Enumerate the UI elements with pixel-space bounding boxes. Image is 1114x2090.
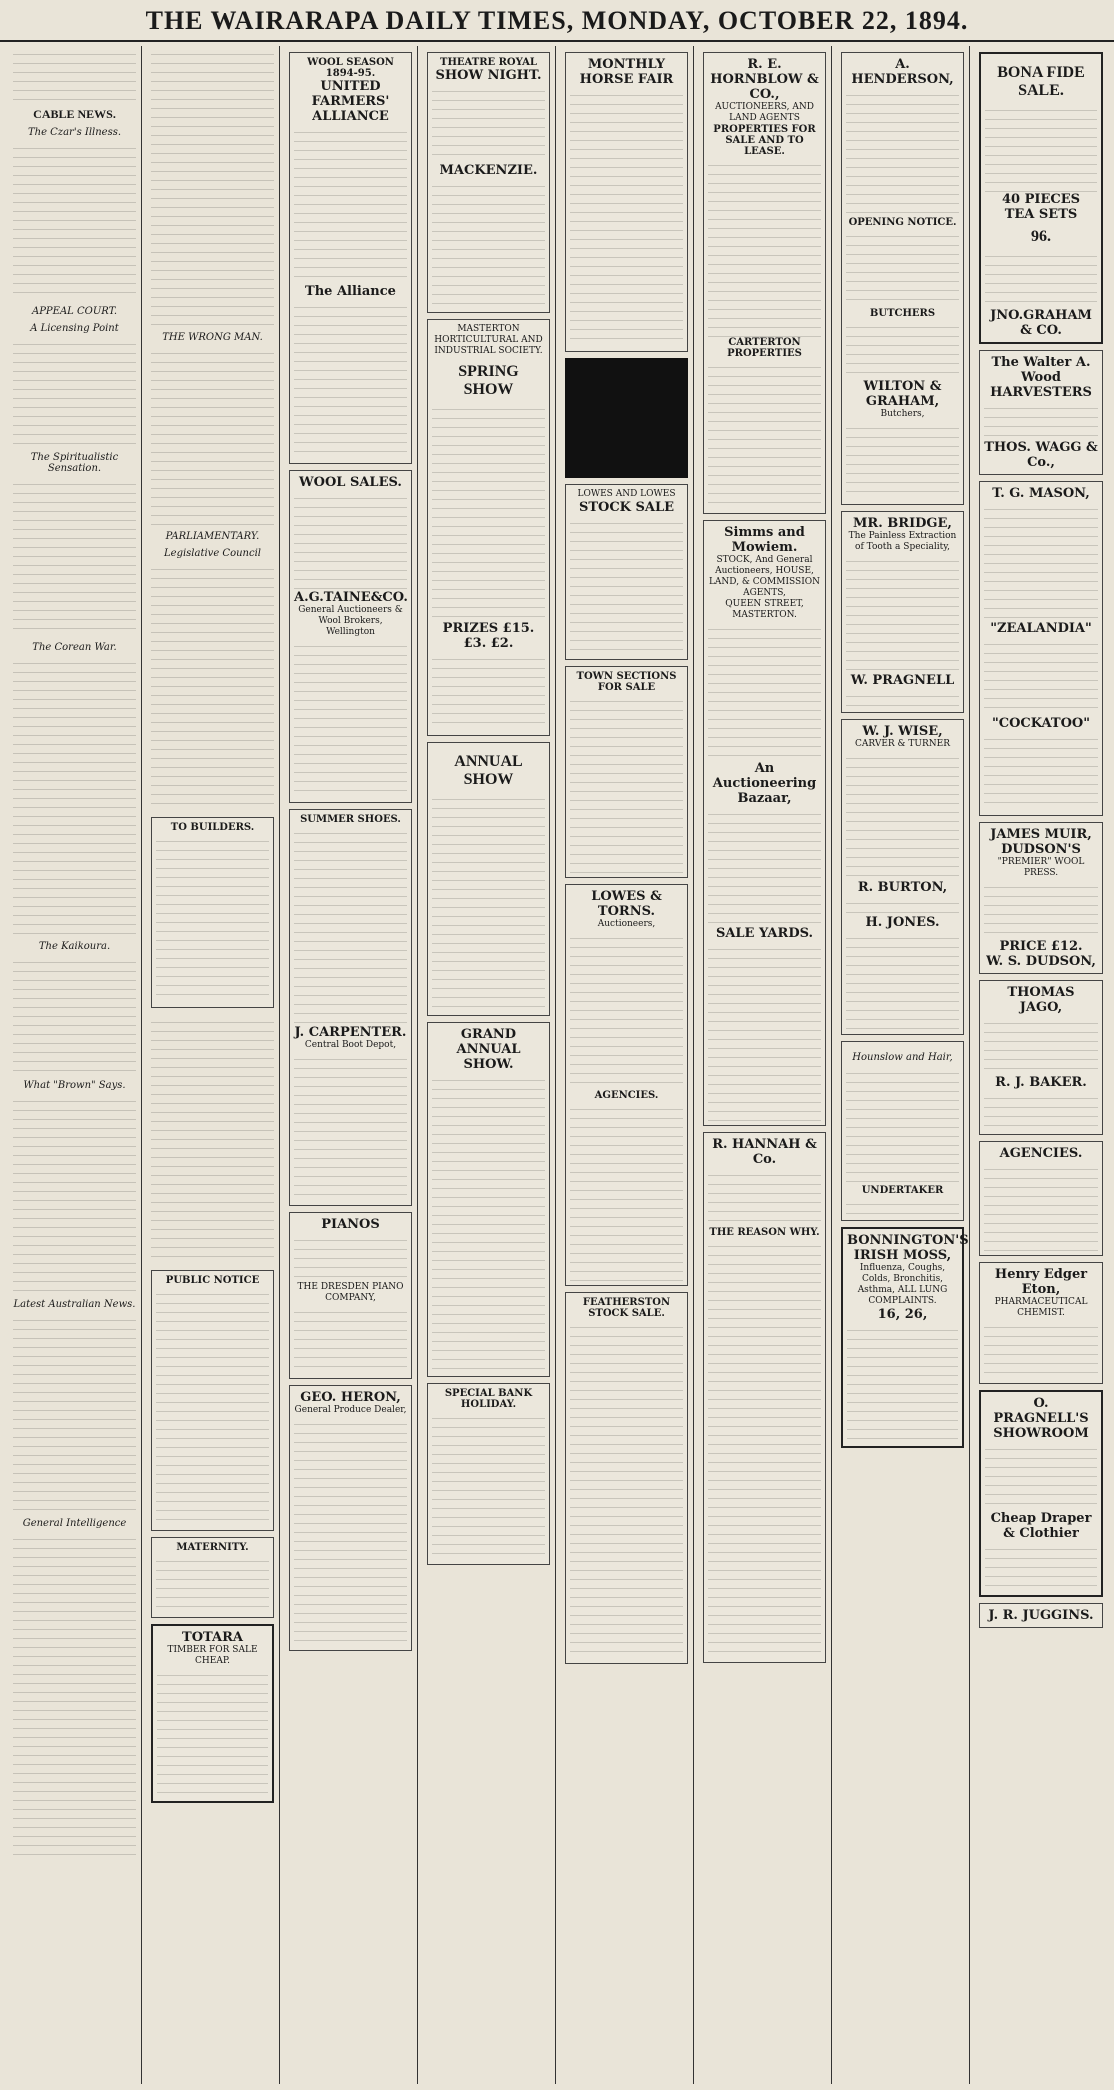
ad-subtitle: The Painless Extraction of Tooth a Speciality, [848, 531, 957, 552]
ad-public-notice [151, 1270, 274, 1531]
ad-text [984, 501, 1098, 621]
ad-title: SPRING SHOW [458, 363, 519, 398]
ad-title: SALE YARDS. [715, 926, 814, 941]
ad-subtitle: "PREMIER" WOOL PRESS. [997, 857, 1085, 878]
section-wrong-man: THE WRONG MAN. [162, 332, 263, 343]
ad-subtitle: THE DRESDEN PIANO COMPANY, [297, 1282, 404, 1303]
ad-text [846, 87, 959, 217]
ad-title: An Auctioneering Bazaar, [712, 761, 817, 806]
text-block [13, 954, 136, 1074]
ad-title: The Alliance [305, 284, 396, 299]
ad-title: SHOW NIGHT. [435, 68, 542, 83]
text-block [13, 655, 136, 935]
ad-text [708, 1238, 821, 1658]
ad-to-builders [151, 817, 274, 1008]
ad-title: MACKENZIE. [439, 163, 538, 178]
ad-title: SUMMER SHOES. [300, 814, 401, 825]
masthead-title: THE WAIRARAPA DAILY TIMES, MONDAY, OCTOBER 22, 1894. [145, 6, 969, 35]
ad-text [846, 688, 959, 708]
ad-hornblow [703, 52, 826, 514]
ad-text [294, 124, 407, 284]
ad-james-muir [979, 822, 1103, 974]
ad-text [708, 806, 821, 926]
ad-text [156, 833, 269, 1003]
ad-text [294, 1416, 407, 1646]
ad-maternity [151, 1537, 274, 1618]
ad-text [294, 825, 407, 1025]
ad-title: IRISH MOSS, [853, 1248, 952, 1263]
ad-title: H. JONES. [865, 915, 940, 930]
ad-text [432, 178, 545, 308]
ad-text [846, 930, 959, 1030]
ad-text [294, 490, 407, 590]
ad-text [846, 228, 959, 308]
ad-title: W. J. WISE, [862, 724, 943, 739]
ad-text [984, 1090, 1098, 1130]
ad-title: W. PRAGNELL [850, 673, 955, 688]
column-8 [974, 46, 1108, 2084]
ad-special-bank-holiday [427, 1383, 550, 1565]
ad-o-pragnell [979, 1390, 1103, 1597]
ad-title: TOTARA [182, 1630, 243, 1645]
text-block [13, 1531, 136, 1861]
ad-text [985, 248, 1097, 308]
ad-title: STOCK SALE [578, 500, 675, 515]
ad-title: TOWN SECTIONS FOR SALE [576, 671, 677, 693]
ad-subtitle: CARVER & TURNER [854, 739, 950, 749]
ad-text [984, 731, 1098, 811]
text-block [151, 561, 274, 811]
ad-title: UNDERTAKER [861, 1185, 944, 1196]
ad-walter-wood [979, 350, 1103, 475]
ad-text [846, 750, 959, 880]
ad-title: R. J. BAKER. [995, 1075, 1087, 1090]
ad-text [156, 1553, 269, 1613]
ad-text [432, 1410, 545, 1560]
ad-title: R. E. HORNBLOW & CO., [710, 57, 819, 102]
ad-title: J. R. JUGGINS. [988, 1608, 1094, 1623]
ad-bona-fide [979, 52, 1103, 344]
ad-undertaker [841, 1041, 964, 1221]
ad-a-henderson [841, 52, 964, 505]
ad-text [432, 401, 545, 621]
ad-title: PROPERTIES FOR SALE AND TO LEASE. [713, 124, 816, 157]
ad-title: GRAND ANNUAL SHOW. [456, 1027, 521, 1072]
ad-subtitle: PHARMACEUTICAL CHEMIST. [994, 1297, 1088, 1318]
ad-summer-shoes [289, 809, 412, 1206]
ad-title: WOOL SEASON 1894-95. [307, 57, 394, 79]
ad-text [846, 1065, 959, 1185]
ad-wool-sales [289, 470, 412, 803]
ad-title: BONNINGTON'S [847, 1233, 969, 1248]
ad-text [708, 941, 821, 1121]
ad-title: J. CARPENTER. [294, 1025, 407, 1040]
ad-text [432, 791, 545, 1011]
ad-title: Henry Edger Eton, [994, 1267, 1088, 1297]
ad-title: T. G. MASON, [992, 486, 1090, 501]
ad-title: A. HENDERSON, [851, 57, 954, 87]
section-what-brown-says: What "Brown" Says. [23, 1080, 126, 1091]
ad-title: MONTHLY HORSE FAIR [579, 57, 674, 87]
ad-price: PRICE £12. [999, 939, 1083, 954]
ad-grand-annual-show [427, 1022, 550, 1377]
ad-text [847, 1322, 958, 1442]
section-parliamentary: PARLIAMENTARY. [165, 531, 260, 542]
text-block [151, 1014, 274, 1264]
ad-subtitle: MASTERTON HORTICULTURAL AND INDUSTRIAL SOCIETY. [434, 324, 543, 356]
ad-title: THEATRE ROYAL [440, 57, 537, 68]
ad-title: BUTCHERS [869, 308, 936, 319]
ad-wj-wise [841, 719, 964, 1035]
ad-title: THE REASON WHY. [709, 1227, 820, 1238]
ad-text [846, 895, 959, 915]
ad-title: R. HANNAH & Co. [712, 1137, 817, 1167]
ad-text [984, 400, 1098, 440]
ad-title: 40 PIECES TEA SETS [1001, 192, 1081, 222]
ad-text [984, 1161, 1098, 1251]
column-1 [8, 46, 142, 2084]
section-appeal-court: APPEAL COURT. [31, 306, 118, 317]
section-licensing-point: A Licensing Point [30, 323, 119, 334]
ad-subtitle: TIMBER FOR SALE CHEAP. [167, 1645, 258, 1666]
ad-subtitle: Auctioneers, [597, 919, 656, 929]
ad-title: MR. BRIDGE, [853, 516, 952, 531]
text-block [13, 1312, 136, 1512]
ad-r-hannah [703, 1132, 826, 1663]
column-2 [146, 46, 280, 2084]
ad-theatre [427, 52, 550, 313]
ad-title: "ZEALANDIA" [990, 621, 1092, 636]
ad-text [984, 879, 1098, 939]
masthead [0, 0, 1114, 42]
ad-title: SPECIAL BANK HOLIDAY. [444, 1388, 533, 1410]
ad-text [984, 636, 1098, 716]
section-latest-australian: Latest Australian News. [13, 1299, 136, 1310]
section-czar-illness: The Czar's Illness. [27, 127, 122, 138]
ad-title: R. BURTON, [857, 880, 948, 895]
ad-title: JNO.GRAHAM & CO. [990, 308, 1092, 338]
ad-title: DUDSON'S [1001, 842, 1081, 857]
ad-text [294, 299, 407, 459]
ad-text [708, 157, 821, 337]
ad-text [294, 638, 407, 798]
section-legislative-council: Legislative Council [164, 548, 261, 559]
ad-text [570, 930, 683, 1090]
ad-thomas-jago [979, 980, 1103, 1135]
ad-title: W. S. DUDSON, [986, 954, 1096, 969]
ad-text [570, 515, 683, 655]
section-general-intelligence: General Intelligence [22, 1518, 127, 1529]
ad-subtitle: AUCTIONEERS, AND LAND AGENTS [715, 102, 814, 123]
ad-title: GEO. HERON, [300, 1390, 401, 1405]
ad-text [294, 1232, 407, 1282]
ad-title: SHOWROOM [993, 1426, 1089, 1441]
ad-geo-heron [289, 1385, 412, 1651]
column-3 [284, 46, 418, 2084]
ad-text [156, 1286, 269, 1526]
column-7 [836, 46, 970, 2084]
ad-title: ANNUAL SHOW [454, 753, 523, 788]
ad-subtitle: LOWES AND LOWES [577, 489, 676, 499]
ad-title: BONA FIDE SALE. [997, 64, 1085, 99]
ad-subtitle: STOCK, And General Auctioneers, HOUSE, LAND, & COMMISSION AGENTS, [708, 555, 821, 598]
ad-title: THOS. WAGG & Co., [984, 440, 1098, 470]
ad-title: WOOL SALES. [299, 475, 402, 490]
ad-title: MATERNITY. [176, 1542, 249, 1553]
ad-title: PRIZES £15. £3. £2. [442, 621, 535, 651]
ad-title: Cheap Draper & Clothier [990, 1511, 1092, 1541]
text-block [13, 476, 136, 636]
ad-title: Hounslow and Hair, [852, 1052, 953, 1063]
ad-price: 16, 26, [877, 1307, 928, 1322]
ad-irish-moss [841, 1227, 969, 1448]
ad-title: PIANOS [321, 1217, 380, 1232]
ad-subtitle: Central Boot Depot, [304, 1040, 397, 1050]
ad-image-block [565, 358, 688, 478]
ad-text [570, 693, 683, 873]
text-block [13, 1093, 136, 1293]
ad-text [432, 83, 545, 163]
ad-text [570, 1101, 683, 1281]
ad-title: O. PRAGNELL'S [993, 1396, 1089, 1426]
ad-title: A.G.TAINE&CO. [294, 590, 408, 605]
columns [8, 46, 1108, 2084]
section-cable-news: CABLE NEWS. [33, 107, 116, 121]
ad-text [570, 87, 683, 347]
ad-horse-fair [565, 52, 688, 352]
ad-text [432, 651, 545, 731]
ad-title: UNITED FARMERS' ALLIANCE [311, 79, 390, 124]
column-5 [560, 46, 694, 2084]
ad-title: The Walter A. Wood HARVESTERS [990, 355, 1092, 400]
ad-title: CARTERTON PROPERTIES [727, 337, 802, 359]
ad-title: Simms and Mowiem. [724, 525, 805, 555]
ad-text [985, 1441, 1097, 1511]
ad-wool-season [289, 52, 412, 464]
ad-text [984, 1319, 1098, 1379]
section-corean-war: The Corean War. [32, 642, 117, 653]
ad-text [984, 1015, 1098, 1075]
text-block [13, 140, 136, 300]
text-block [151, 46, 274, 326]
ad-text [846, 420, 959, 500]
ad-text [846, 1196, 959, 1216]
ad-annual-show [427, 742, 550, 1016]
ad-text [432, 1072, 545, 1372]
ad-spring-show [427, 319, 550, 736]
ad-text [708, 1167, 821, 1227]
ad-subtitle: General Auctioneers & Wool Brokers, Wellington [298, 605, 403, 637]
ad-subtitle: Influenza, Coughs, Colds, Bronchitis, Asthma, ALL LUNG COMPLAINTS. [857, 1263, 948, 1306]
ad-text [294, 1304, 407, 1374]
ad-simms-mowiem [703, 520, 826, 1126]
ad-subtitle: General Produce Dealer, [294, 1405, 407, 1415]
ad-title: FEATHERSTON STOCK SALE. [582, 1297, 671, 1319]
ad-town-sections [565, 666, 688, 878]
ad-tg-mason [979, 481, 1103, 816]
ad-text [157, 1667, 268, 1797]
section-spiritualistic: The Spiritualistic Sensation. [30, 452, 119, 474]
ad-text [708, 359, 821, 509]
ad-title: JAMES MUIR, [990, 827, 1092, 842]
column-6 [698, 46, 832, 2084]
ad-text [846, 319, 959, 379]
ad-pianos [289, 1212, 412, 1379]
ad-agencies [979, 1141, 1103, 1256]
text-block [13, 336, 136, 446]
text-block [151, 345, 274, 525]
ad-text [846, 553, 959, 673]
ad-text [985, 1541, 1097, 1591]
ad-text [708, 621, 821, 761]
column-4 [422, 46, 556, 2084]
ad-totara [151, 1624, 274, 1803]
ad-jr-juggins [979, 1603, 1103, 1628]
ad-title: LOWES & TORNS. [591, 889, 662, 919]
ad-title: THOMAS JAGO, [1007, 985, 1075, 1015]
ad-price: 96. [1031, 228, 1051, 245]
ad-text [570, 1319, 683, 1659]
section-kaikoura: The Kaikoura. [38, 941, 111, 952]
ad-subtitle: QUEEN STREET, MASTERTON. [725, 599, 804, 620]
ad-title: TO BUILDERS. [170, 822, 255, 833]
ad-title: PUBLIC NOTICE [165, 1275, 260, 1286]
ad-stock-sale [565, 484, 688, 660]
ad-title: AGENCIES. [999, 1146, 1083, 1161]
ad-text [985, 102, 1097, 192]
ad-title: "COCKATOO" [991, 716, 1091, 731]
ad-title: WILTON & GRAHAM, [863, 379, 942, 409]
ad-mr-bridge [841, 511, 964, 713]
ad-subtitle: Butchers, [880, 409, 925, 419]
ad-henry-eton [979, 1262, 1103, 1384]
ad-lowes-torns [565, 884, 688, 1286]
ad-text [294, 1051, 407, 1201]
text-block [13, 46, 136, 101]
ad-title: AGENCIES. [594, 1090, 659, 1101]
ad-featherston-stock-sale [565, 1292, 688, 1664]
ad-title: OPENING NOTICE. [848, 217, 957, 228]
